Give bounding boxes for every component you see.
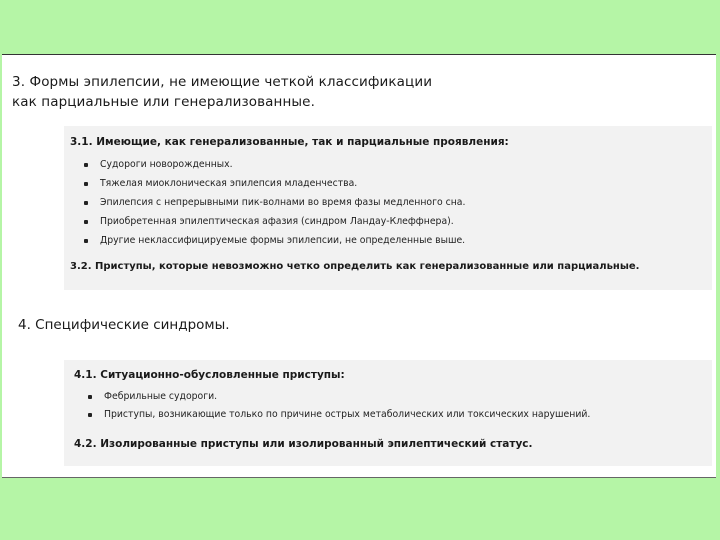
list-item (84, 235, 465, 246)
list-item (84, 216, 454, 227)
bullet-icon (84, 220, 88, 224)
section-4-heading: 4. Специфические синдромы. (18, 317, 230, 333)
list-item-text: Приступы, возникающие только по причине острых метаболических или токсических нарушений. (104, 409, 591, 420)
list-item-text: Тяжелая миоклоническая эпилепсия младенчества. (100, 178, 358, 189)
list-item (88, 409, 590, 420)
document-page (2, 54, 716, 478)
bullet-icon (84, 201, 88, 205)
section-3-panel (64, 126, 712, 290)
list-item (84, 197, 465, 208)
list-item (84, 159, 233, 170)
bullet-icon (88, 413, 92, 417)
list-item (88, 391, 217, 402)
bullet-icon (84, 182, 88, 186)
list-item-text: Эпилепсия с непрерывными пик-волнами во время фазы медленного сна. (100, 197, 466, 208)
bullet-icon (84, 239, 88, 243)
section-4-panel (64, 360, 712, 466)
subsection-4-1-heading: 4.1. Ситуационно-обусловленные приступы: (74, 369, 345, 381)
list-item-text: Судороги новорожденных. (100, 159, 233, 170)
bullet-icon (88, 395, 92, 399)
list-item-text: Фебрильные судороги. (104, 391, 218, 402)
list-item (84, 178, 357, 189)
subsection-3-2-heading: 3.2. Приступы, которые невозможно четко определить как генерализованные или парциальные. (70, 261, 640, 272)
list-item-text: Приобретенная эпилептическая афазия (синдром Ландау-Клеффнера). (100, 216, 454, 227)
section-3-title-line1: 3. Формы эпилепсии, не имеющие четкой классификации (12, 74, 433, 90)
section-3-heading (12, 72, 432, 112)
subsection-3-1-heading: 3.1. Имеющие, как генерализованные, так и парциальные проявления: (70, 136, 509, 148)
section-3-title-line2: как парциальные или генерализованные. (12, 94, 315, 110)
subsection-4-2-heading: 4.2. Изолированные приступы или изолированный эпилептический статус. (74, 438, 533, 450)
list-item-text: Другие неклассифицируемые формы эпилепсии, не определенные выше. (100, 235, 466, 246)
bullet-icon (84, 163, 88, 167)
